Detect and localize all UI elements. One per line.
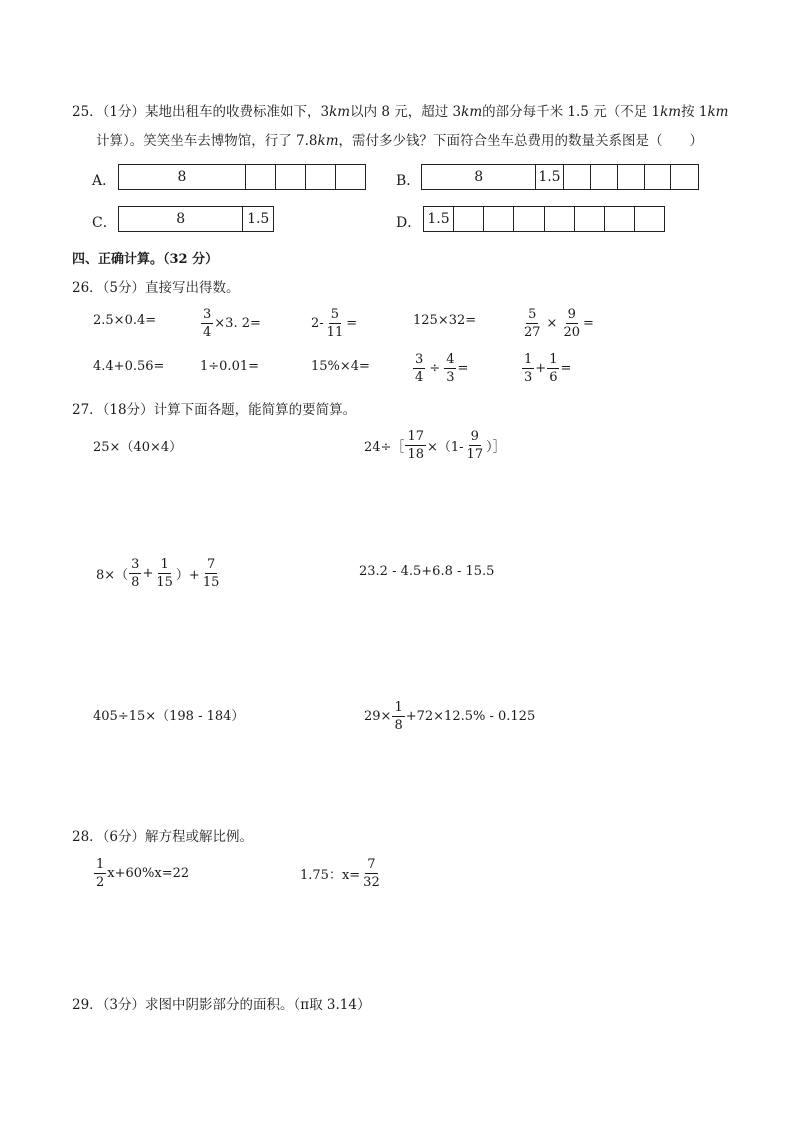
- q27-problem-5: 405÷15×（198 - 184）: [93, 709, 245, 724]
- q26-r1-b: $\frac{3}{4}$ ×3. 2=: [203, 307, 261, 340]
- option-a-small-cell: [246, 165, 276, 189]
- option-b-small-cell: [618, 165, 645, 189]
- q27-problem-1: 25×（40×4）: [93, 440, 183, 455]
- option-b-small-cell: [591, 165, 618, 189]
- q26-r1-c: 2- $\frac{5}{11}$ =: [311, 307, 358, 340]
- option-d-diagram: [423, 206, 665, 232]
- fraction: $\frac{1}{2}$: [96, 857, 105, 890]
- q25-line-2: 计算）。笑笑坐车去博物馆，行了 7.8km，需付多少钱？下面符合坐车总费用的数量关系图是（ ）: [96, 133, 703, 149]
- option-b-diagram: [421, 164, 699, 190]
- option-a-big-cell: 8: [119, 165, 246, 189]
- fraction: $\frac{3}{4}$: [203, 307, 212, 340]
- option-c-big-cell: 8: [119, 207, 243, 231]
- fraction: $\frac{4}{3}$: [446, 352, 455, 385]
- q26-r2-b: 1÷0.01=: [200, 359, 260, 374]
- option-d-small-cell: [514, 207, 545, 231]
- q28-equation-1: $\frac{1}{2}$ x+60%x=22: [96, 857, 190, 890]
- q27-problem-4: 23.2 - 4.5+6.8 - 15.5: [359, 564, 495, 579]
- option-c-diagram: [118, 206, 274, 232]
- q28-title: 28．（6分）解方程或解比例。: [72, 829, 254, 845]
- fraction: $\frac{5}{27}$: [524, 307, 541, 340]
- fraction: $\frac{3}{4}$: [415, 352, 424, 385]
- q26-r1-d: 125×32=: [413, 313, 477, 328]
- option-b-big-cell: 8: [422, 165, 536, 189]
- q26-r2-e: $\frac{1}{3}$ + $\frac{1}{6}$ =: [524, 352, 572, 385]
- q26-r1-a: 2.5×0.4=: [93, 313, 157, 328]
- option-d-small-cell: [545, 207, 575, 231]
- q26-r1-e: $\frac{5}{27}$ × $\frac{9}{20}$ =: [524, 307, 594, 340]
- option-b-small-cell: [671, 165, 698, 189]
- q29-title: 29．（3分）求图中阴影部分的面积。（π取 3.14）: [72, 997, 371, 1013]
- option-b-label[interactable]: B．: [396, 173, 421, 189]
- fraction: $\frac{9}{17}$: [466, 429, 484, 462]
- option-a-label[interactable]: A．: [92, 173, 117, 189]
- fraction: $\frac{3}{8}$: [131, 557, 140, 590]
- option-d-small-cell: [605, 207, 635, 231]
- option-d-small-cell: [635, 207, 664, 231]
- option-d-small-cell: 1.5: [424, 207, 454, 231]
- option-c-label[interactable]: C．: [92, 215, 117, 231]
- section-4-heading: 四、正确计算。（32 分）: [72, 252, 219, 267]
- q25-line-1: 25．（1分）某地出租车的收费标准如下，3km以内 8 元，超过 3km的部分每千米 1.5 元（不足 1km按 1km: [72, 104, 729, 120]
- q26-title: 26．（5分）直接写出得数。: [72, 280, 240, 296]
- option-a-small-cell: [306, 165, 336, 189]
- q27-title: 27．（18分）计算下面各题，能简算的要简算。: [72, 402, 357, 418]
- q27-problem-3: 8×（ $\frac{3}{8}$ + $\frac{1}{15}$ ）+ $\frac{7}{15}$: [96, 557, 220, 590]
- option-a-diagram: [118, 164, 366, 190]
- option-d-small-cell: [454, 207, 484, 231]
- fraction: $\frac{7}{32}$: [363, 857, 380, 890]
- option-d-label[interactable]: D．: [396, 215, 422, 231]
- option-a-small-cell: [336, 165, 365, 189]
- fraction: $\frac{1}{6}$: [549, 352, 558, 385]
- option-c-small-cell: 1.5: [247, 211, 270, 227]
- fraction: $\frac{17}{18}$: [407, 429, 424, 462]
- fraction: $\frac{1}{15}$: [156, 557, 173, 590]
- option-b-small-cell: [564, 165, 591, 189]
- fraction: $\frac{1}{8}$: [394, 700, 403, 733]
- option-d-small-cell: [484, 207, 514, 231]
- q26-r2-d: $\frac{3}{4}$ ÷ $\frac{4}{3}$ =: [415, 352, 469, 385]
- q27-problem-2: 24÷［ $\frac{17}{18}$ ×（1- $\frac{9}{17}$ ）］: [364, 429, 506, 462]
- fraction: $\frac{1}{3}$: [524, 352, 533, 385]
- option-b-small-cell: 1.5: [536, 165, 563, 189]
- q28-equation-2: 1.75：x= $\frac{7}{32}$: [300, 857, 380, 890]
- fraction: $\frac{5}{11}$: [326, 307, 344, 340]
- q26-r2-a: 4.4+0.56=: [93, 359, 165, 374]
- fraction: $\frac{7}{15}$: [202, 557, 220, 590]
- option-b-small-cell: [645, 165, 671, 189]
- option-a-small-cell: [276, 165, 306, 189]
- q26-r2-c: 15%×4=: [311, 359, 370, 374]
- fraction: $\frac{9}{20}$: [563, 307, 580, 340]
- option-d-small-cell: [575, 207, 605, 231]
- q27-problem-6: 29× $\frac{1}{8}$ +72×12.5% - 0.125: [364, 700, 536, 733]
